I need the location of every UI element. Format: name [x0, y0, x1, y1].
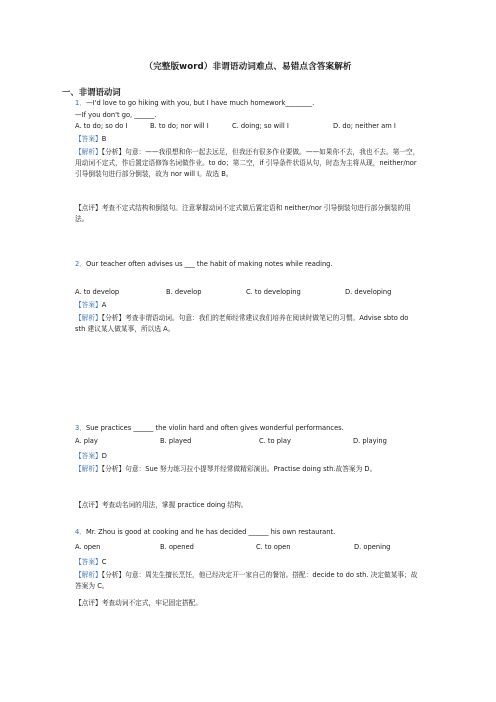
option-a: A. to develop	[75, 288, 120, 296]
question-number: 2．	[75, 260, 86, 268]
option-c: C. to developing	[246, 288, 301, 296]
question-1-stem: 1．—I'd love to go hiking with you, but I have much homework________.	[75, 99, 315, 107]
option-b: B. played	[160, 437, 192, 445]
comment: 【点评】考查动名词的用法，掌握 practice doing 结构。	[75, 501, 248, 509]
explanation: 【解析】【分析】句意：Sue 努力练习拉小提琴并经常做精彩演出。Practise doing sth.故答案为 D。	[75, 465, 377, 473]
question-4-stem: 4．Mr. Zhou is good at cooking and he has decided ______ his own restaurant.	[75, 528, 336, 536]
section-heading: 一、非谓语动词	[62, 87, 121, 97]
option-b: B. opened	[160, 543, 194, 551]
option-c: C. to play	[259, 437, 291, 445]
option-d: D. playing	[353, 437, 387, 445]
option-d: D. developing	[345, 288, 392, 296]
option-d: D. opening	[354, 543, 391, 551]
answer-value: A	[101, 301, 107, 309]
answer-value: B	[101, 135, 107, 143]
answer-line: 【答案】A	[75, 301, 107, 309]
option-a: A. to do; so do I	[75, 122, 128, 130]
question-3-stem: 3．Sue practices ______ the violin hard and often gives wonderful performances.	[75, 424, 344, 432]
comment: 【点评】考查动词不定式，牢记固定搭配。	[75, 599, 203, 607]
option-a: A. open	[75, 543, 101, 551]
option-b: B. develop	[166, 288, 202, 296]
question-1-stem-2: —If you don't go, ______.	[75, 111, 157, 119]
option-c: C. doing; so will I	[232, 122, 289, 130]
answer-value: C	[101, 558, 107, 566]
option-c: C. to open	[256, 543, 291, 551]
answer-line: 【答案】D	[75, 452, 107, 460]
answer-value: D	[101, 452, 107, 460]
question-number: 3．	[75, 424, 86, 432]
explanation: 【解析】【分析】句意：——我很想和你一起去远足，但我还有很多作业要做。——如果你不去，我也不去。第一空，用动词不定式，作后置定语修饰名词做作业。to do；第二空，if 引导条件状语从句，时态为主将从现，neither/nor 引导倒装句进行部分倒装，故为 nor will I。故选 B。	[75, 148, 420, 178]
comment: 【点评】考查不定式结构和倒装句。注意掌握动词不定式做后置定语和 neither/nor 引导倒装句进行部分倒装的用法。	[75, 204, 411, 223]
question-2-stem: 2．Our teacher often advises us ___ the habit of making notes while reading.	[75, 260, 333, 268]
option-d: D. do; neither am I	[333, 122, 396, 130]
question-number: 4．	[75, 528, 86, 536]
page-title: （完整版word）非谓语动词难点、易错点含答案解析	[144, 62, 352, 72]
question-number: 1．	[75, 99, 86, 107]
answer-line: 【答案】B	[75, 135, 107, 143]
explanation: 【解析】【分析】句意：周先生擅长烹饪，他已经决定开一家自己的餐馆。搭配：decide to do sth. 决定做某事；故答案为 C。	[75, 571, 418, 590]
option-b: B. to do; nor will I	[150, 122, 209, 130]
answer-line: 【答案】C	[75, 558, 107, 566]
explanation: 【解析】【分析】考查非谓语动词。句意：我们的老师经常建议我们培养在阅读时做笔记的习惯。Advise sbto do sth 建议某人做某事，所以选 A。	[75, 314, 409, 333]
option-a: A. play	[75, 437, 98, 445]
